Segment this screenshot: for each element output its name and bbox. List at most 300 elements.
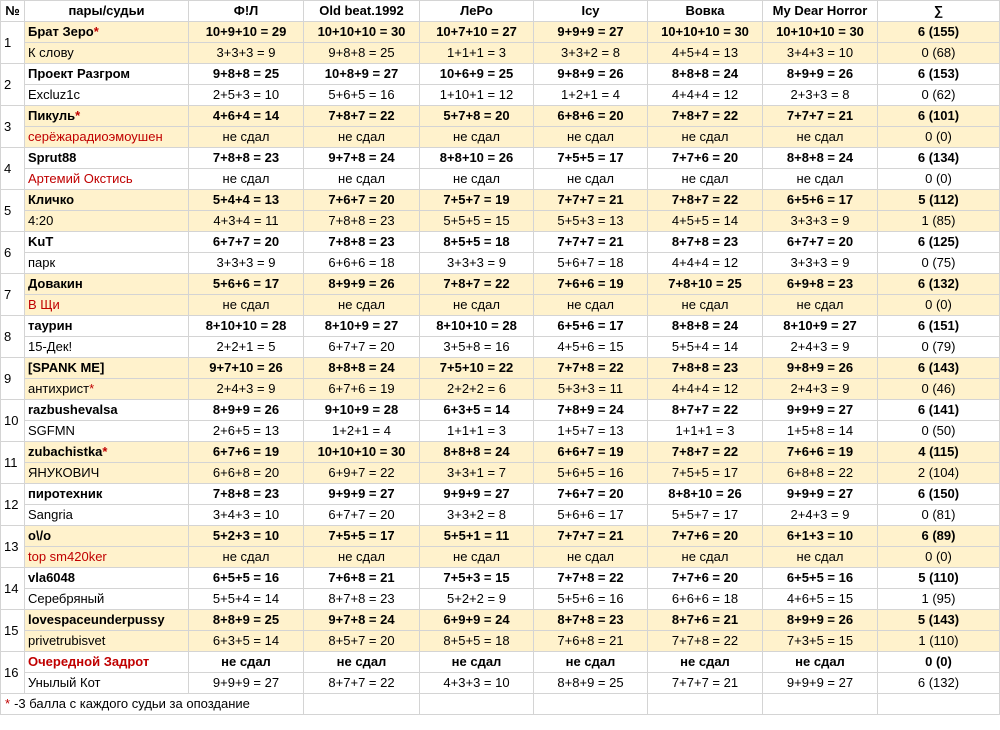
- score-cell: 7+7+6 = 20: [648, 526, 763, 547]
- score-cell: 9+10+9 = 28: [304, 400, 420, 421]
- score-cell: 4+3+4 = 11: [189, 211, 304, 232]
- total-cell: 0 (46): [878, 379, 1000, 400]
- participant-name-text: vla6048: [28, 570, 75, 585]
- score-cell: 5+5+4 = 14: [189, 589, 304, 610]
- score-cell: 1+1+1 = 3: [420, 421, 534, 442]
- footnote-row: [1, 694, 1000, 715]
- table-row: [1, 274, 1000, 295]
- score-cell: 8+10+9 = 27: [304, 316, 420, 337]
- score-cell: не сдал: [420, 547, 534, 568]
- participant-name-text: SGFMN: [28, 423, 75, 438]
- score-cell: 10+10+10 = 30: [648, 22, 763, 43]
- score-cell: 6+7+6 = 19: [189, 442, 304, 463]
- score-cell: 1+2+1 = 4: [304, 421, 420, 442]
- score-cell: 8+10+9 = 27: [763, 316, 878, 337]
- score-cell: не сдал: [420, 295, 534, 316]
- score-cell: 7+8+8 = 23: [189, 484, 304, 505]
- score-cell: 6+7+6 = 19: [304, 379, 420, 400]
- column-header: ∑: [878, 1, 1000, 22]
- total-cell: 6 (141): [878, 400, 1000, 421]
- score-cell: 7+7+7 = 21: [648, 673, 763, 694]
- pair-number: 5: [1, 190, 25, 232]
- score-cell: 7+7+7 = 21: [534, 526, 648, 547]
- table-row: [1, 463, 1000, 484]
- score-cell: 7+5+3 = 15: [420, 568, 534, 589]
- table-row: [1, 253, 1000, 274]
- score-cell: не сдал: [304, 547, 420, 568]
- score-cell: 9+8+8 = 25: [189, 64, 304, 85]
- score-cell: 2+4+3 = 9: [763, 379, 878, 400]
- score-cell: не сдал: [304, 295, 420, 316]
- pair-number: 13: [1, 526, 25, 568]
- score-cell: 6+8+8 = 22: [763, 463, 878, 484]
- total-cell: 1 (95): [878, 589, 1000, 610]
- score-cell: 6+9+9 = 24: [420, 610, 534, 631]
- score-cell: 8+8+8 = 24: [304, 358, 420, 379]
- table-row: [1, 169, 1000, 190]
- participant-name-text: [SPANK ME]: [28, 360, 105, 375]
- score-cell: 4+6+4 = 14: [189, 106, 304, 127]
- participant-name: [25, 106, 189, 127]
- empty-cell: [304, 694, 420, 715]
- score-cell: не сдал: [763, 547, 878, 568]
- participant-name: [25, 85, 189, 106]
- total-cell: 0 (0): [878, 169, 1000, 190]
- participant-name-text: В Щи: [28, 297, 60, 312]
- participant-name-text: Брат Зеро: [28, 24, 94, 39]
- column-header: №: [1, 1, 25, 22]
- score-cell: не сдал: [189, 652, 304, 673]
- empty-cell: [420, 694, 534, 715]
- score-cell: не сдал: [420, 169, 534, 190]
- participant-name-text: privetrubisvet: [28, 633, 106, 648]
- participant-name-text: Sangria: [28, 507, 73, 522]
- table-row: [1, 106, 1000, 127]
- score-cell: 10+10+10 = 30: [304, 442, 420, 463]
- table-row: [1, 673, 1000, 694]
- column-header: пары/судьи: [25, 1, 189, 22]
- score-cell: 7+7+7 = 21: [763, 106, 878, 127]
- participant-name: [25, 631, 189, 652]
- pair-number: 4: [1, 148, 25, 190]
- footnote: [1, 694, 304, 715]
- score-cell: 9+7+10 = 26: [189, 358, 304, 379]
- score-cell: 5+6+5 = 16: [534, 463, 648, 484]
- participant-name-text: пиротехник: [28, 486, 103, 501]
- total-cell: 6 (134): [878, 148, 1000, 169]
- score-cell: 1+10+1 = 12: [420, 85, 534, 106]
- score-cell: 7+3+5 = 15: [763, 631, 878, 652]
- participant-name-text: lovespaceunderpussy: [28, 612, 165, 627]
- score-cell: 9+9+9 = 27: [763, 484, 878, 505]
- table-row: [1, 652, 1000, 673]
- footnote-marker: *: [5, 696, 11, 711]
- footnote-text: -3 балла с каждого судьи за опоздание: [14, 696, 250, 711]
- participant-name: [25, 127, 189, 148]
- participant-name-text: o\/o: [28, 528, 52, 543]
- score-cell: 8+8+8 = 24: [420, 442, 534, 463]
- participant-name: [25, 463, 189, 484]
- score-cell: 7+8+10 = 25: [648, 274, 763, 295]
- score-cell: 2+4+3 = 9: [763, 505, 878, 526]
- score-cell: не сдал: [534, 127, 648, 148]
- pair-number: 7: [1, 274, 25, 316]
- score-cell: 8+7+8 = 23: [534, 610, 648, 631]
- score-cell: 6+3+5 = 14: [189, 631, 304, 652]
- score-cell: 9+8+9 = 26: [534, 64, 648, 85]
- participant-name: [25, 274, 189, 295]
- score-cell: 7+5+5 = 17: [304, 526, 420, 547]
- score-cell: 9+8+9 = 26: [763, 358, 878, 379]
- table-body: [1, 22, 1000, 715]
- score-cell: не сдал: [304, 652, 420, 673]
- score-cell: 3+3+3 = 9: [763, 253, 878, 274]
- score-cell: 5+6+6 = 17: [534, 505, 648, 526]
- total-cell: 0 (62): [878, 85, 1000, 106]
- participant-name-text: Очередной Задрот: [28, 654, 150, 669]
- participant-name-text: парк: [28, 255, 56, 270]
- participant-name: [25, 484, 189, 505]
- late-penalty-marker: *: [93, 24, 99, 39]
- participant-name-text: 15-Дек!: [28, 339, 73, 354]
- score-cell: 8+9+9 = 26: [763, 610, 878, 631]
- score-cell: 6+6+8 = 20: [189, 463, 304, 484]
- score-cell: 6+9+8 = 23: [763, 274, 878, 295]
- participant-name-text: К слову: [28, 45, 74, 60]
- score-cell: 8+8+9 = 25: [189, 610, 304, 631]
- score-cell: 2+4+3 = 9: [763, 337, 878, 358]
- score-cell: 1+1+1 = 3: [420, 43, 534, 64]
- table-row: [1, 190, 1000, 211]
- score-cell: 2+4+3 = 9: [189, 379, 304, 400]
- total-cell: 1 (110): [878, 631, 1000, 652]
- table-row: [1, 127, 1000, 148]
- score-cell: 8+5+7 = 20: [304, 631, 420, 652]
- score-cell: 6+7+7 = 20: [304, 505, 420, 526]
- total-cell: 5 (112): [878, 190, 1000, 211]
- table-row: [1, 589, 1000, 610]
- score-cell: 7+8+8 = 23: [304, 232, 420, 253]
- late-penalty-marker: *: [89, 381, 95, 396]
- total-cell: 0 (81): [878, 505, 1000, 526]
- score-cell: 5+6+6 = 17: [189, 274, 304, 295]
- score-cell: не сдал: [648, 547, 763, 568]
- participant-name: [25, 589, 189, 610]
- empty-cell: [534, 694, 648, 715]
- score-cell: не сдал: [189, 295, 304, 316]
- participant-name-text: Довакин: [28, 276, 83, 291]
- score-cell: 2+2+1 = 5: [189, 337, 304, 358]
- table-row: [1, 547, 1000, 568]
- pair-number: 3: [1, 106, 25, 148]
- score-cell: 5+5+5 = 15: [420, 211, 534, 232]
- participant-name: [25, 169, 189, 190]
- score-cell: 10+10+10 = 30: [763, 22, 878, 43]
- table-header: [1, 1, 1000, 22]
- score-cell: 5+6+5 = 16: [304, 85, 420, 106]
- score-cell: 6+6+6 = 18: [304, 253, 420, 274]
- table-row: [1, 148, 1000, 169]
- participant-name-text: Артемий Окстись: [28, 171, 133, 186]
- participant-name: [25, 232, 189, 253]
- score-cell: 3+3+3 = 9: [420, 253, 534, 274]
- participant-name: [25, 547, 189, 568]
- pair-number: 14: [1, 568, 25, 610]
- score-cell: не сдал: [420, 652, 534, 673]
- score-cell: 8+10+10 = 28: [420, 316, 534, 337]
- score-cell: 6+7+7 = 20: [763, 232, 878, 253]
- participant-name-text: Серебряный: [28, 591, 105, 606]
- table-row: [1, 526, 1000, 547]
- score-cell: 3+5+8 = 16: [420, 337, 534, 358]
- total-cell: 6 (153): [878, 64, 1000, 85]
- participant-name: [25, 43, 189, 64]
- score-cell: 7+5+7 = 19: [420, 190, 534, 211]
- participant-name-text: zubachistka: [28, 444, 103, 459]
- participant-name: [25, 211, 189, 232]
- score-cell: 8+9+9 = 26: [189, 400, 304, 421]
- score-cell: 6+5+6 = 17: [763, 190, 878, 211]
- participant-name: [25, 253, 189, 274]
- participant-name-text: ЯНУКОВИЧ: [28, 465, 100, 480]
- participant-name: [25, 526, 189, 547]
- table-row: [1, 421, 1000, 442]
- score-cell: 6+5+5 = 16: [763, 568, 878, 589]
- score-cell: 8+7+6 = 21: [648, 610, 763, 631]
- score-cell: 1+5+7 = 13: [534, 421, 648, 442]
- score-cell: 7+5+5 = 17: [534, 148, 648, 169]
- pair-number: 11: [1, 442, 25, 484]
- score-cell: 3+3+2 = 8: [534, 43, 648, 64]
- score-cell: 7+6+8 = 21: [534, 631, 648, 652]
- score-cell: не сдал: [648, 127, 763, 148]
- table-row: [1, 610, 1000, 631]
- score-cell: 6+5+5 = 16: [189, 568, 304, 589]
- pair-number: 12: [1, 484, 25, 526]
- table-row: [1, 400, 1000, 421]
- score-cell: не сдал: [534, 169, 648, 190]
- score-cell: не сдал: [189, 169, 304, 190]
- score-cell: не сдал: [763, 169, 878, 190]
- score-cell: 7+8+7 = 22: [420, 274, 534, 295]
- participant-name-text: razbushevalsa: [28, 402, 118, 417]
- score-cell: 7+6+8 = 21: [304, 568, 420, 589]
- score-cell: 9+9+9 = 27: [534, 22, 648, 43]
- score-cell: 3+3+3 = 9: [189, 43, 304, 64]
- participant-name-text: серёжарадиоэмоушен: [28, 129, 163, 144]
- participant-name: [25, 148, 189, 169]
- score-cell: 8+9+9 = 26: [763, 64, 878, 85]
- score-cell: 5+5+7 = 17: [648, 505, 763, 526]
- table-row: [1, 631, 1000, 652]
- participant-name: [25, 568, 189, 589]
- total-cell: 5 (110): [878, 568, 1000, 589]
- score-cell: 7+6+7 = 20: [304, 190, 420, 211]
- table-row: [1, 442, 1000, 463]
- score-cell: 5+2+3 = 10: [189, 526, 304, 547]
- score-cell: 7+8+8 = 23: [304, 211, 420, 232]
- score-cell: 6+3+5 = 14: [420, 400, 534, 421]
- participant-name: [25, 610, 189, 631]
- score-cell: 7+6+6 = 19: [534, 274, 648, 295]
- participant-name-text: антихрист: [28, 381, 90, 396]
- pair-number: 15: [1, 610, 25, 652]
- table-row: [1, 484, 1000, 505]
- total-cell: 0 (79): [878, 337, 1000, 358]
- score-cell: 7+5+5 = 17: [648, 463, 763, 484]
- score-cell: 10+9+10 = 29: [189, 22, 304, 43]
- score-cell: 8+7+7 = 22: [304, 673, 420, 694]
- participant-name: [25, 652, 189, 673]
- score-cell: 9+9+9 = 27: [763, 400, 878, 421]
- score-cell: 7+7+8 = 22: [534, 358, 648, 379]
- total-cell: 4 (115): [878, 442, 1000, 463]
- score-cell: не сдал: [648, 295, 763, 316]
- score-cell: 8+8+10 = 26: [420, 148, 534, 169]
- total-cell: 0 (50): [878, 421, 1000, 442]
- total-cell: 6 (125): [878, 232, 1000, 253]
- score-cell: не сдал: [648, 169, 763, 190]
- total-cell: 0 (0): [878, 295, 1000, 316]
- late-penalty-marker: *: [75, 108, 81, 123]
- score-cell: 6+6+6 = 18: [648, 589, 763, 610]
- table-row: [1, 505, 1000, 526]
- pair-number: 10: [1, 400, 25, 442]
- score-cell: 3+3+3 = 9: [189, 253, 304, 274]
- score-cell: 8+8+8 = 24: [648, 316, 763, 337]
- participant-name-text: 4:20: [28, 213, 54, 228]
- participant-name: [25, 421, 189, 442]
- participant-name-text: top sm420ker: [28, 549, 107, 564]
- score-cell: 8+8+8 = 24: [763, 148, 878, 169]
- score-cell: 8+9+9 = 26: [304, 274, 420, 295]
- total-cell: 0 (68): [878, 43, 1000, 64]
- score-cell: 3+3+2 = 8: [420, 505, 534, 526]
- score-cell: 8+8+9 = 25: [534, 673, 648, 694]
- participant-name: [25, 190, 189, 211]
- score-cell: не сдал: [189, 127, 304, 148]
- pair-number: 6: [1, 232, 25, 274]
- total-cell: 6 (155): [878, 22, 1000, 43]
- pair-number: 9: [1, 358, 25, 400]
- score-cell: 6+1+3 = 10: [763, 526, 878, 547]
- total-cell: 6 (101): [878, 106, 1000, 127]
- score-cell: 6+7+7 = 20: [304, 337, 420, 358]
- table-row: [1, 316, 1000, 337]
- score-cell: 8+8+8 = 24: [648, 64, 763, 85]
- score-cell: 7+6+7 = 20: [534, 484, 648, 505]
- table-row: [1, 232, 1000, 253]
- participant-name-text: KuT: [28, 234, 54, 249]
- empty-cell: [763, 694, 878, 715]
- score-cell: 1+5+8 = 14: [763, 421, 878, 442]
- score-cell: 5+7+8 = 20: [420, 106, 534, 127]
- score-cell: 5+4+4 = 13: [189, 190, 304, 211]
- score-cell: 7+8+7 = 22: [648, 442, 763, 463]
- table-row: [1, 43, 1000, 64]
- score-cell: 10+7+10 = 27: [420, 22, 534, 43]
- total-cell: 0 (0): [878, 652, 1000, 673]
- score-cell: 6+6+7 = 19: [534, 442, 648, 463]
- participant-name: [25, 295, 189, 316]
- score-cell: 9+7+8 = 24: [304, 148, 420, 169]
- participant-name: [25, 442, 189, 463]
- participant-name-text: Проект Разгром: [28, 66, 131, 81]
- table-row: [1, 379, 1000, 400]
- total-cell: 5 (143): [878, 610, 1000, 631]
- score-cell: 2+3+3 = 8: [763, 85, 878, 106]
- empty-cell: [878, 694, 1000, 715]
- score-cell: 5+6+7 = 18: [534, 253, 648, 274]
- score-cell: 7+7+7 = 21: [534, 190, 648, 211]
- score-cell: 7+7+6 = 20: [648, 148, 763, 169]
- score-cell: 9+9+9 = 27: [304, 484, 420, 505]
- score-cell: 8+7+8 = 23: [304, 589, 420, 610]
- score-cell: 4+5+6 = 15: [534, 337, 648, 358]
- table-row: [1, 337, 1000, 358]
- participant-name-text: таурин: [28, 318, 73, 333]
- column-header: Icy: [534, 1, 648, 22]
- table-row: [1, 64, 1000, 85]
- score-cell: 5+3+3 = 11: [534, 379, 648, 400]
- score-cell: 6+8+6 = 20: [534, 106, 648, 127]
- score-cell: 7+8+8 = 23: [648, 358, 763, 379]
- total-cell: 6 (132): [878, 274, 1000, 295]
- score-cell: не сдал: [763, 652, 878, 673]
- participant-name: [25, 400, 189, 421]
- participant-name: [25, 505, 189, 526]
- participant-name-text: Excluz1c: [28, 87, 81, 102]
- score-cell: 2+6+5 = 13: [189, 421, 304, 442]
- table-row: [1, 295, 1000, 316]
- participant-name: [25, 673, 189, 694]
- participant-name-text: Унылый Кот: [28, 675, 101, 690]
- total-cell: 0 (0): [878, 127, 1000, 148]
- score-cell: не сдал: [648, 652, 763, 673]
- score-cell: 7+8+9 = 24: [534, 400, 648, 421]
- column-header: Вовка: [648, 1, 763, 22]
- score-cell: 3+4+3 = 10: [763, 43, 878, 64]
- score-cell: 7+8+8 = 23: [189, 148, 304, 169]
- participant-name: [25, 64, 189, 85]
- table-row: [1, 568, 1000, 589]
- score-cell: 8+10+10 = 28: [189, 316, 304, 337]
- score-cell: 4+3+3 = 10: [420, 673, 534, 694]
- score-cell: 9+8+8 = 25: [304, 43, 420, 64]
- score-cell: 6+5+6 = 17: [534, 316, 648, 337]
- total-cell: 1 (85): [878, 211, 1000, 232]
- score-cell: 7+8+7 = 22: [648, 106, 763, 127]
- pair-number: 8: [1, 316, 25, 358]
- participant-name: [25, 22, 189, 43]
- score-cell: 3+4+3 = 10: [189, 505, 304, 526]
- table-row: [1, 22, 1000, 43]
- total-cell: 2 (104): [878, 463, 1000, 484]
- score-cell: 9+7+8 = 24: [304, 610, 420, 631]
- score-cell: 10+10+10 = 30: [304, 22, 420, 43]
- score-cell: 1+1+1 = 3: [648, 421, 763, 442]
- score-cell: 7+7+6 = 20: [648, 568, 763, 589]
- pair-number: 2: [1, 64, 25, 106]
- header-row: [1, 1, 1000, 22]
- pair-number: 1: [1, 22, 25, 64]
- score-cell: 6+7+7 = 20: [189, 232, 304, 253]
- score-cell: 5+5+6 = 16: [534, 589, 648, 610]
- score-cell: 9+9+9 = 27: [420, 484, 534, 505]
- score-cell: 2+2+2 = 6: [420, 379, 534, 400]
- score-cell: не сдал: [534, 652, 648, 673]
- total-cell: 0 (0): [878, 547, 1000, 568]
